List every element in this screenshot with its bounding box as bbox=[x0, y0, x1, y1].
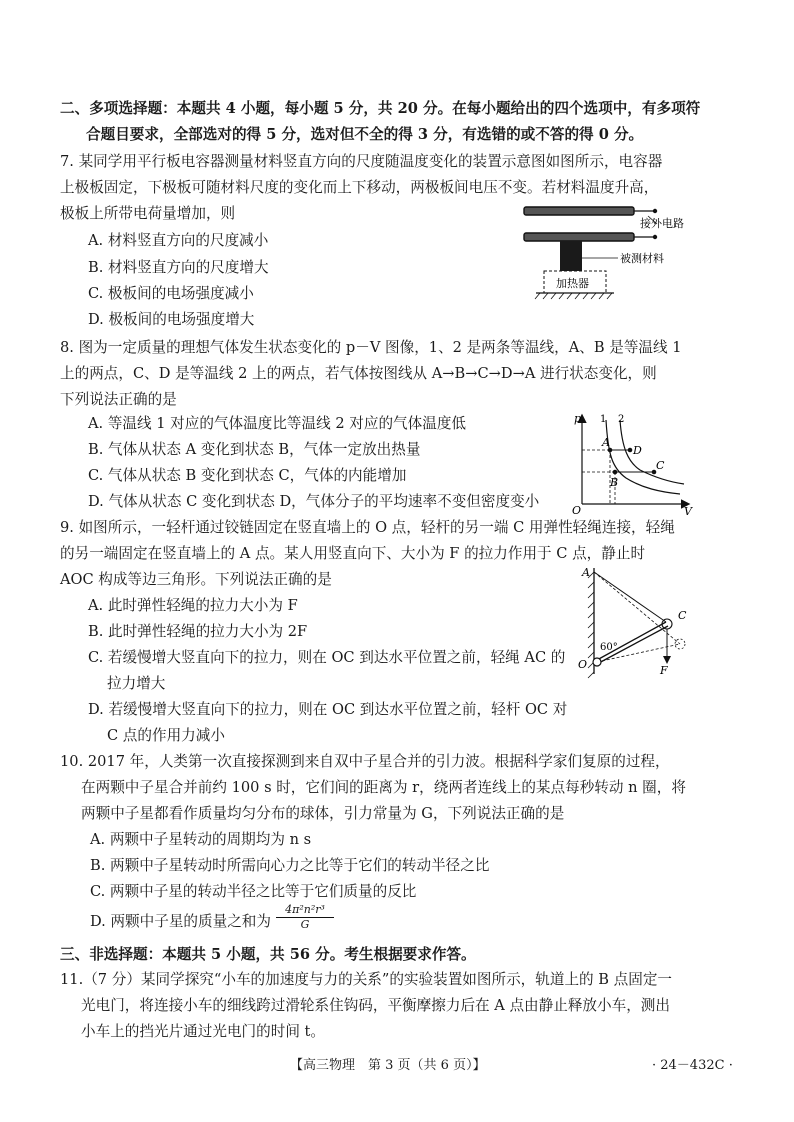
q8-option-c: C. 气体从状态 B 变化到状态 C，气体的内能增加 bbox=[88, 467, 407, 484]
capacitor-figure bbox=[518, 200, 698, 310]
q8-option-a: A. 等温线 1 对应的气体温度比等温线 2 对应的气体温度低 bbox=[88, 415, 467, 432]
page-footer: 【高三物理 第 3 页（共 6 页）】 bbox=[290, 1058, 486, 1073]
q8-stem-line3: 下列说法正确的是 bbox=[60, 391, 177, 408]
q7-stem-line3: 极板上所带电荷量增加，则 bbox=[60, 205, 236, 222]
q9-option-b: B. 此时弹性轻绳的拉力大小为 2F bbox=[88, 623, 308, 640]
q11-line3: 小车上的挡光片通过光电门的时间 t。 bbox=[81, 1023, 326, 1040]
isotherm-1-label: 1 bbox=[600, 414, 607, 425]
q10-stem-line1: 10. 2017 年，人类第一次直接探测到来自双中子星合并的引力波。根据科学家们复原的过程， bbox=[60, 753, 670, 770]
q10-option-d-formula bbox=[276, 903, 334, 932]
point-d-label: D bbox=[633, 444, 642, 457]
q7-option-b: B. 材料竖直方向的尺度增大 bbox=[88, 259, 269, 276]
point-c-label: C bbox=[678, 609, 687, 622]
section2-header-line1: 二、多项选择题：本题共 4 小题，每小题 5 分，共 20 分。在每小题给出的四个选项中，有多项符 bbox=[60, 100, 701, 117]
q10-option-b: B. 两颗中子星转动时所需向心力之比等于它们的转动半径之比 bbox=[90, 857, 490, 874]
point-c-label: C bbox=[656, 459, 665, 472]
q8-option-d: D. 气体从状态 C 变化到状态 D，气体分子的平均速率不变但密度变小 bbox=[88, 493, 540, 510]
q7-option-c: C. 极板间的电场强度减小 bbox=[88, 285, 254, 302]
q8-option-b: B. 气体从状态 A 变化到状态 B，气体一定放出热量 bbox=[88, 441, 421, 458]
v-label: V bbox=[684, 505, 692, 516]
exam-code: · 24－432C · bbox=[652, 1058, 733, 1073]
q7-option-d: D. 极板间的电场强度增大 bbox=[88, 311, 255, 328]
origin-label: O bbox=[572, 504, 582, 516]
q7-stem-line1: 7. 某同学用平行板电容器测量材料竖直方向的尺度随温度变化的装置示意图如图所示，电容器 bbox=[60, 153, 663, 170]
q10-stem-line3: 两颗中子星都看作质量均匀分布的球体，引力常量为 G，下列说法正确的是 bbox=[81, 805, 565, 822]
q8-stem-line2: 上的两点，C、D 是等温线 2 上的两点，若气体按图线从 A→B→C→D→A 进行状态变化，则 bbox=[60, 365, 657, 382]
rod-rope-figure bbox=[570, 562, 700, 682]
label-material: 被测材料 bbox=[620, 252, 664, 265]
q9-option-d: D. 若缓慢增大竖直向下的拉力，则在 OC 到达水平位置之前，轻杆 OC 对 bbox=[88, 701, 568, 718]
label-circuit: 接外电路 bbox=[640, 217, 684, 230]
section3-header: 三、非选择题：本题共 5 小题，共 56 分。考生根据要求作答。 bbox=[60, 946, 476, 963]
lower-plate bbox=[524, 233, 634, 241]
q10-option-d-prefix: D. 两颗中子星的质量之和为 bbox=[90, 913, 271, 930]
point-d bbox=[628, 448, 633, 453]
q8-stem-line1: 8. 图为一定质量的理想气体发生状态变化的 p－V 图像，1、2 是两条等温线，A、B 是等温线 1 bbox=[60, 339, 682, 356]
pv-graph bbox=[568, 408, 696, 516]
q9-option-c-cont: 拉力增大 bbox=[107, 675, 166, 692]
p-label: p bbox=[574, 412, 582, 425]
q10-option-a: A. 两颗中子星转动的周期均为 n s bbox=[90, 831, 312, 848]
point-b-label: B bbox=[610, 476, 619, 489]
point-a-label: A bbox=[602, 436, 610, 449]
point-o-label: O bbox=[578, 658, 588, 671]
q11-line2: 光电门，将连接小车的细线跨过滑轮系住钩码，平衡摩擦力后在 A 点由静止释放小车，测出 bbox=[81, 997, 670, 1014]
q9-stem-line1: 9. 如图所示，一轻杆通过铰链固定在竖直墙上的 O 点，轻杆的另一端 C 用弹性轻绳连接，轻绳 bbox=[60, 519, 675, 536]
q10-stem-line2: 在两颗中子星合并前约 100 s 时，它们间的距离为 r，绕两者连线上的某点每秒转动 n 圈，将 bbox=[81, 779, 686, 796]
q10-option-c: C. 两颗中子星的转动半径之比等于它们质量的反比 bbox=[90, 883, 417, 900]
q9-option-a: A. 此时弹性轻绳的拉力大小为 F bbox=[88, 597, 298, 614]
angle-label: 60° bbox=[600, 642, 618, 653]
q7-stem-line2: 上极板固定，下极板可随材料尺度的变化而上下移动，两极板间电压不变。若材料温度升高， bbox=[60, 179, 659, 196]
q9-option-d-cont: C 点的作用力减小 bbox=[107, 727, 225, 744]
q9-stem-line3: AOC 构成等边三角形。下列说法正确的是 bbox=[60, 571, 332, 588]
tested-material bbox=[560, 241, 582, 271]
force-label: F bbox=[660, 664, 668, 677]
section2-header-line2: 合题目要求，全部选对的得 5 分，选对但不全的得 3 分，有选错的或不答的得 0 分。 bbox=[86, 126, 644, 143]
formula-denominator: G bbox=[300, 918, 310, 931]
q9-option-c: C. 若缓慢增大竖直向下的拉力，则在 OC 到达水平位置之前，轻绳 AC 的 bbox=[88, 649, 566, 666]
hinge-o bbox=[593, 658, 601, 666]
point-b bbox=[613, 470, 618, 475]
label-heater: 加热器 bbox=[556, 277, 589, 290]
formula-numerator: 4π²n²r³ bbox=[276, 903, 334, 918]
point-a-label: A bbox=[582, 566, 590, 579]
q11-line1: 11.（7 分）某同学探究“小车的加速度与力的关系”的实验装置如图所示，轨道上的 B 点固定一 bbox=[60, 971, 673, 988]
isotherm-2-label: 2 bbox=[618, 414, 625, 425]
rope-ac bbox=[594, 572, 666, 622]
q9-stem-line2: 的另一端固定在竖直墙上的 A 点。某人用竖直向下、大小为 F 的拉力作用于 C 点，静止时 bbox=[60, 545, 646, 562]
upper-plate bbox=[524, 207, 634, 215]
q7-option-a: A. 材料竖直方向的尺度减小 bbox=[88, 232, 269, 249]
